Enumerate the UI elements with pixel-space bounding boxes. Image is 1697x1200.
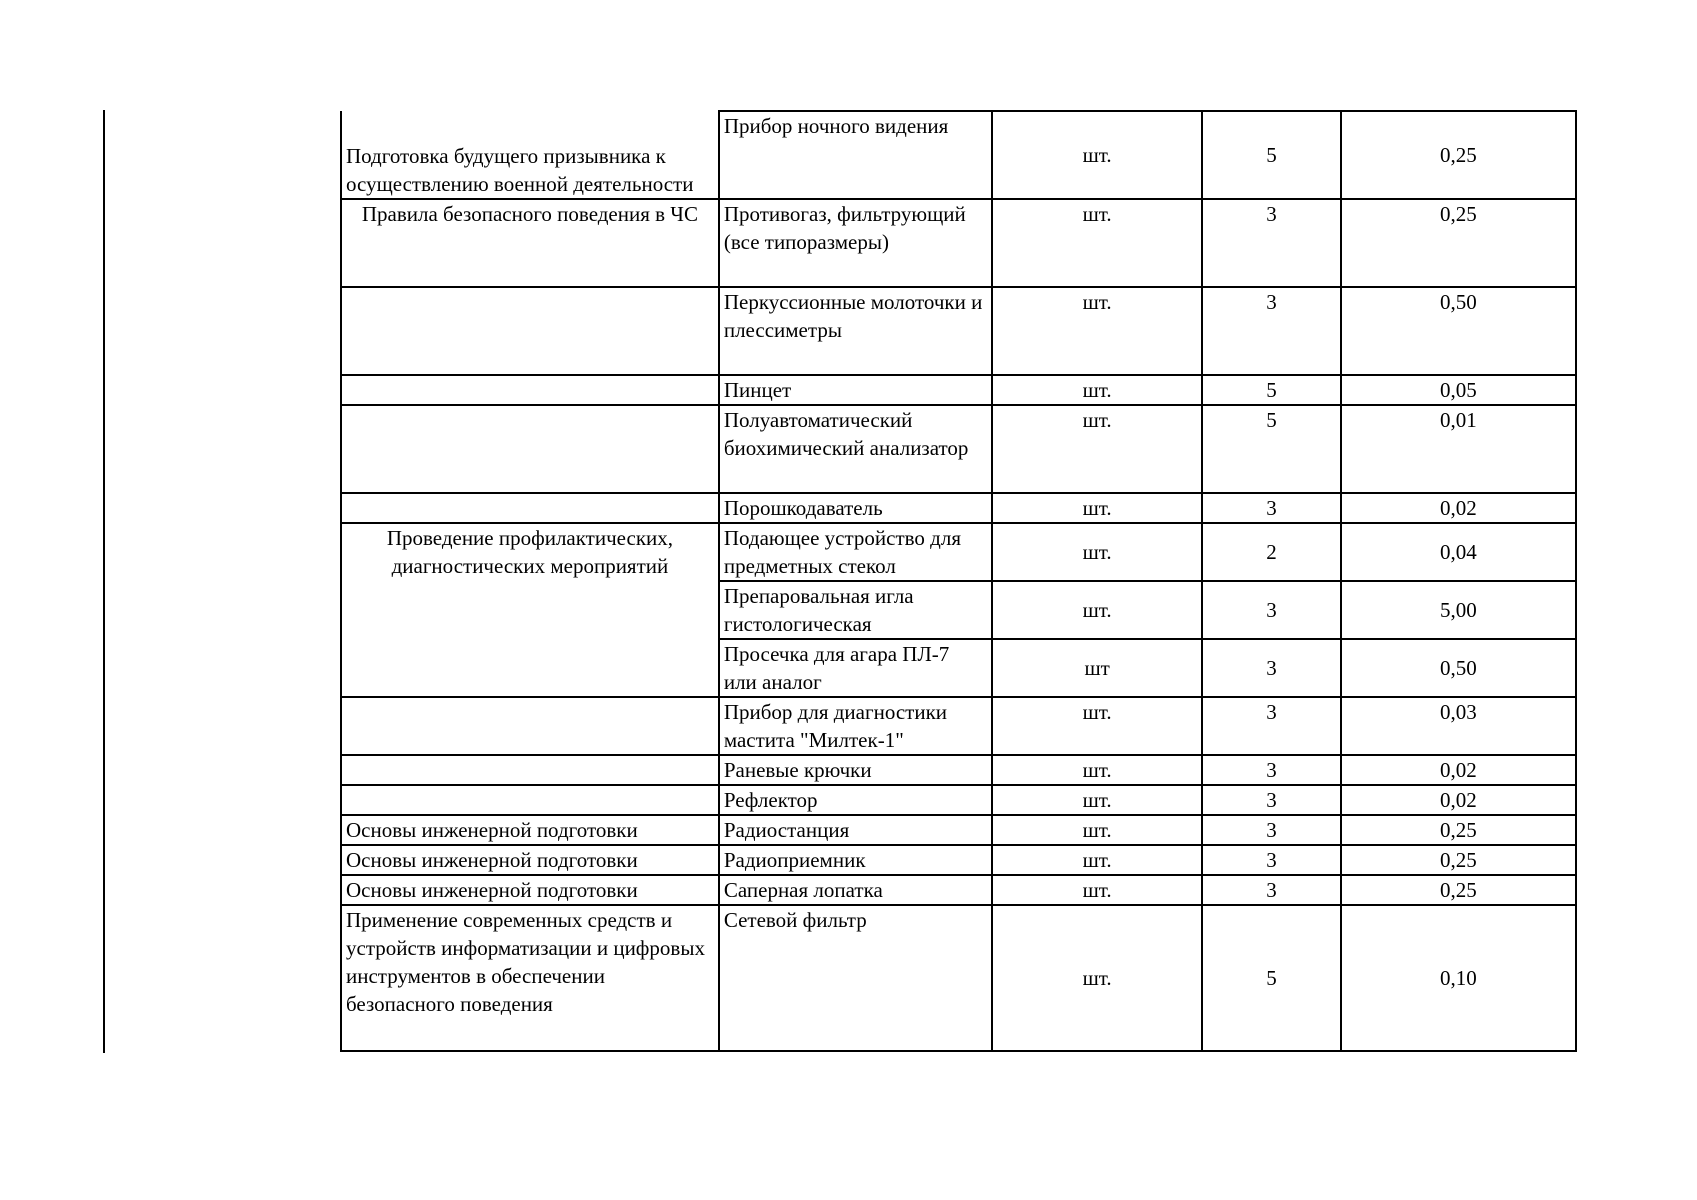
table-row: [341, 523, 1576, 581]
qty-value: 3: [1266, 878, 1277, 902]
section-label: Основы инженерной подготовки: [346, 818, 638, 842]
norm-value: 0,25: [1440, 202, 1477, 226]
qty-cell: [1202, 375, 1341, 405]
section-cell: [341, 815, 719, 845]
norm-cell: [1341, 581, 1576, 639]
norm-cell: [1341, 875, 1576, 905]
norm-cell: [1341, 697, 1576, 755]
section-label: Применение современных средств и устройств информатизации и цифровых инструментов в обеспечении безопасного поведения: [346, 908, 705, 1016]
left-margin-rule: [103, 110, 105, 1053]
item-label: Пинцет: [723, 378, 792, 402]
unit-cell: [992, 755, 1202, 785]
section-cell: [341, 755, 719, 785]
norm-cell: [1341, 755, 1576, 785]
qty-cell: [1202, 199, 1341, 287]
unit-label: шт.: [1082, 378, 1112, 402]
item-label: Радиоприемник: [723, 848, 866, 872]
item-cell: [719, 875, 992, 905]
item-cell: [719, 639, 992, 697]
table-row: [341, 755, 1576, 785]
unit-cell: [992, 639, 1202, 697]
item-cell: [719, 845, 992, 875]
norm-value: 0,03: [1440, 700, 1477, 724]
qty-cell: [1202, 905, 1341, 1051]
qty-value: 3: [1266, 758, 1277, 782]
item-label: Подающее устройство для предметных стекол: [723, 526, 961, 578]
qty-cell: [1202, 697, 1341, 755]
unit-label: шт.: [1082, 408, 1112, 432]
unit-cell: [992, 111, 1202, 199]
norm-cell: [1341, 639, 1576, 697]
norm-value: 0,25: [1440, 818, 1477, 842]
norm-value: 0,02: [1440, 788, 1477, 812]
table-row: [341, 697, 1576, 755]
norm-value: 0,10: [1440, 966, 1477, 990]
norm-value: 0,50: [1440, 656, 1477, 680]
unit-label: шт.: [1082, 540, 1112, 564]
table-row: [341, 493, 1576, 523]
norm-value: 0,25: [1440, 143, 1477, 167]
section-label: Подготовка будущего призывника к осуществлению военной деятельности: [346, 144, 694, 196]
qty-cell: [1202, 405, 1341, 493]
qty-value: 3: [1266, 202, 1277, 226]
table-row: [341, 905, 1576, 1051]
qty-value: 3: [1266, 818, 1277, 842]
norm-value: 0,04: [1440, 540, 1477, 564]
table-row: [341, 199, 1576, 287]
unit-cell: [992, 287, 1202, 375]
section-cell: [341, 199, 719, 287]
section-label: Основы инженерной подготовки: [346, 878, 638, 902]
item-label: Прибор для диагностики мастита "Милтек-1": [723, 700, 948, 752]
norm-cell: [1341, 785, 1576, 815]
qty-value: 5: [1266, 408, 1277, 432]
item-cell: [719, 199, 992, 287]
qty-value: 5: [1266, 378, 1277, 402]
section-label: Проведение профилактических, диагностических мероприятий: [386, 526, 674, 578]
section-cell: [341, 493, 719, 523]
unit-cell: [992, 581, 1202, 639]
item-cell: [719, 755, 992, 785]
norm-value: 5,00: [1440, 598, 1477, 622]
qty-cell: [1202, 845, 1341, 875]
section-cell: [341, 375, 719, 405]
qty-value: 5: [1266, 966, 1277, 990]
section-cell: [341, 905, 719, 1051]
unit-label: шт.: [1082, 700, 1112, 724]
qty-cell: [1202, 639, 1341, 697]
qty-value: 3: [1266, 290, 1277, 314]
qty-cell: [1202, 815, 1341, 845]
norm-cell: [1341, 405, 1576, 493]
unit-label: шт.: [1082, 818, 1112, 842]
item-cell: [719, 815, 992, 845]
unit-label: шт.: [1082, 496, 1112, 520]
qty-value: 3: [1266, 656, 1277, 680]
unit-cell: [992, 375, 1202, 405]
item-cell: [719, 111, 992, 199]
equipment-table: [340, 110, 1577, 1052]
item-label: Радиостанция: [723, 818, 850, 842]
norm-cell: [1341, 199, 1576, 287]
qty-cell: [1202, 111, 1341, 199]
unit-cell: [992, 493, 1202, 523]
qty-value: 3: [1266, 848, 1277, 872]
unit-label: шт.: [1082, 788, 1112, 812]
section-cell: [341, 405, 719, 493]
item-label: Сетевой фильтр: [723, 908, 867, 932]
table-row: [341, 875, 1576, 905]
norm-value: 0,02: [1440, 758, 1477, 782]
item-cell: [719, 523, 992, 581]
section-cell: [341, 523, 719, 697]
unit-label: шт.: [1082, 202, 1112, 226]
unit-cell: [992, 875, 1202, 905]
table-row: [341, 405, 1576, 493]
qty-cell: [1202, 493, 1341, 523]
item-label: Противогаз, фильтрующий (все типоразмеры): [723, 202, 966, 254]
unit-label: шт.: [1082, 848, 1112, 872]
norm-value: 0,02: [1440, 496, 1477, 520]
unit-label: шт.: [1082, 290, 1112, 314]
section-cell: [341, 845, 719, 875]
qty-cell: [1202, 523, 1341, 581]
norm-value: 0,05: [1440, 378, 1477, 402]
unit-cell: [992, 815, 1202, 845]
unit-cell: [992, 405, 1202, 493]
norm-value: 0,25: [1440, 878, 1477, 902]
table-row: [341, 845, 1576, 875]
unit-cell: [992, 523, 1202, 581]
unit-cell: [992, 199, 1202, 287]
item-label: Саперная лопатка: [723, 878, 883, 902]
qty-value: 3: [1266, 496, 1277, 520]
qty-value: 5: [1266, 143, 1277, 167]
section-label: Основы инженерной подготовки: [346, 848, 638, 872]
qty-cell: [1202, 581, 1341, 639]
norm-value: 0,25: [1440, 848, 1477, 872]
section-cell: [341, 697, 719, 755]
unit-cell: [992, 905, 1202, 1051]
norm-value: 0,50: [1440, 290, 1477, 314]
item-label: Полуавтоматический биохимический анализатор: [723, 408, 969, 460]
qty-cell: [1202, 287, 1341, 375]
table-row: [341, 815, 1576, 845]
item-label: Прибор ночного видения: [723, 114, 949, 138]
item-cell: [719, 697, 992, 755]
norm-cell: [1341, 815, 1576, 845]
item-label: Рефлектор: [723, 788, 818, 812]
section-cell: [341, 111, 719, 199]
unit-cell: [992, 785, 1202, 815]
qty-value: 3: [1266, 788, 1277, 812]
unit-label: шт.: [1082, 143, 1112, 167]
qty-value: 3: [1266, 700, 1277, 724]
table-row: [341, 287, 1576, 375]
unit-label: шт: [1084, 656, 1110, 680]
item-cell: [719, 375, 992, 405]
unit-cell: [992, 845, 1202, 875]
item-label: Раневые крючки: [723, 758, 872, 782]
item-cell: [719, 287, 992, 375]
norm-cell: [1341, 111, 1576, 199]
norm-cell: [1341, 523, 1576, 581]
table-row: [341, 785, 1576, 815]
item-label: Препаровальная игла гистологическая: [723, 584, 914, 636]
section-cell: [341, 875, 719, 905]
norm-cell: [1341, 905, 1576, 1051]
norm-cell: [1341, 375, 1576, 405]
qty-value: 3: [1266, 598, 1277, 622]
table-row: [341, 375, 1576, 405]
item-cell: [719, 581, 992, 639]
qty-value: 2: [1266, 540, 1277, 564]
norm-cell: [1341, 287, 1576, 375]
section-cell: [341, 785, 719, 815]
unit-label: шт.: [1082, 598, 1112, 622]
section-label: Правила безопасного поведения в ЧС: [361, 202, 698, 226]
unit-cell: [992, 697, 1202, 755]
qty-cell: [1202, 785, 1341, 815]
norm-cell: [1341, 493, 1576, 523]
item-label: Порошкодаватель: [723, 496, 883, 520]
unit-label: шт.: [1082, 758, 1112, 782]
unit-label: шт.: [1082, 966, 1112, 990]
item-cell: [719, 785, 992, 815]
item-cell: [719, 493, 992, 523]
item-label: Просечка для агара ПЛ-7 или аналог: [723, 642, 950, 694]
qty-cell: [1202, 755, 1341, 785]
unit-label: шт.: [1082, 878, 1112, 902]
norm-value: 0,01: [1440, 408, 1477, 432]
item-label: Перкуссионные молоточки и плессиметры: [723, 290, 983, 342]
item-cell: [719, 905, 992, 1051]
qty-cell: [1202, 875, 1341, 905]
table-row: [341, 111, 1576, 199]
norm-cell: [1341, 845, 1576, 875]
item-cell: [719, 405, 992, 493]
section-cell: [341, 287, 719, 375]
